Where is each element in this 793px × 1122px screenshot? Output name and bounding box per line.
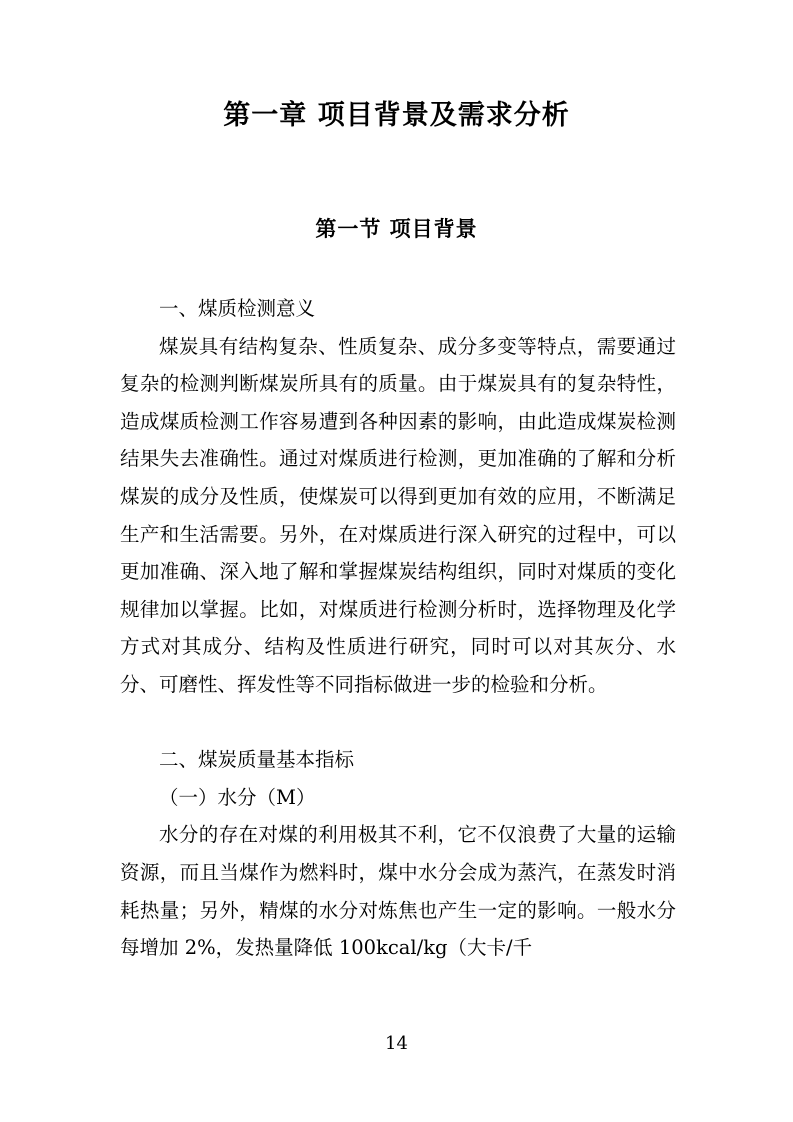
document-body [120,290,676,967]
body-paragraph: 水分的存在对煤的利用极其不利，它不仅浪费了大量的运输资源，而且当煤作为燃料时，煤中水分会成为蒸汽，在蒸发时消耗热量；另外，精煤的水分对炼焦也产生一定的影响。一般水分每增加 2%，发热量降低 100kcal/kg（大卡/千 [120,823,676,960]
paragraph-gap [120,704,676,742]
chapter-title: 第一章 项目背景及需求分析 [223,100,570,131]
body-paragraph: 煤炭具有结构复杂、性质复杂、成分多变等特点，需要通过复杂的检测判断煤炭所具有的质量。由于煤炭具有的复杂特性，造成煤质检测工作容易遭到各种因素的影响，由此造成煤炭检测结果失去准确性。通过对煤质进行检测，更加准确的了解和分析煤炭的成分及性质，使煤炭可以得到更加有效的应用，不断满足生产和生活需要。另外，在对煤质进行深入研究的过程中，可以更加准确、深入地了解和掌握煤炭结构组织，同时对煤质的变化规律加以掌握。比如，对煤质进行检测分析时，选择物理及化学方式对其成分、结构及性质进行研究，同时可以对其灰分、水分、可磨性、挥发性等不同指标做进一步的检验和分析。 [120,334,676,696]
section-title: 第一节 项目背景 [315,217,478,241]
page-number: 14 [385,1033,408,1054]
sub-subsection-heading: （一）水分（M） [159,785,316,809]
subsection-heading: 二、煤炭质量基本指标 [159,748,355,772]
subsection-heading: 一、煤质检测意义 [159,297,316,320]
